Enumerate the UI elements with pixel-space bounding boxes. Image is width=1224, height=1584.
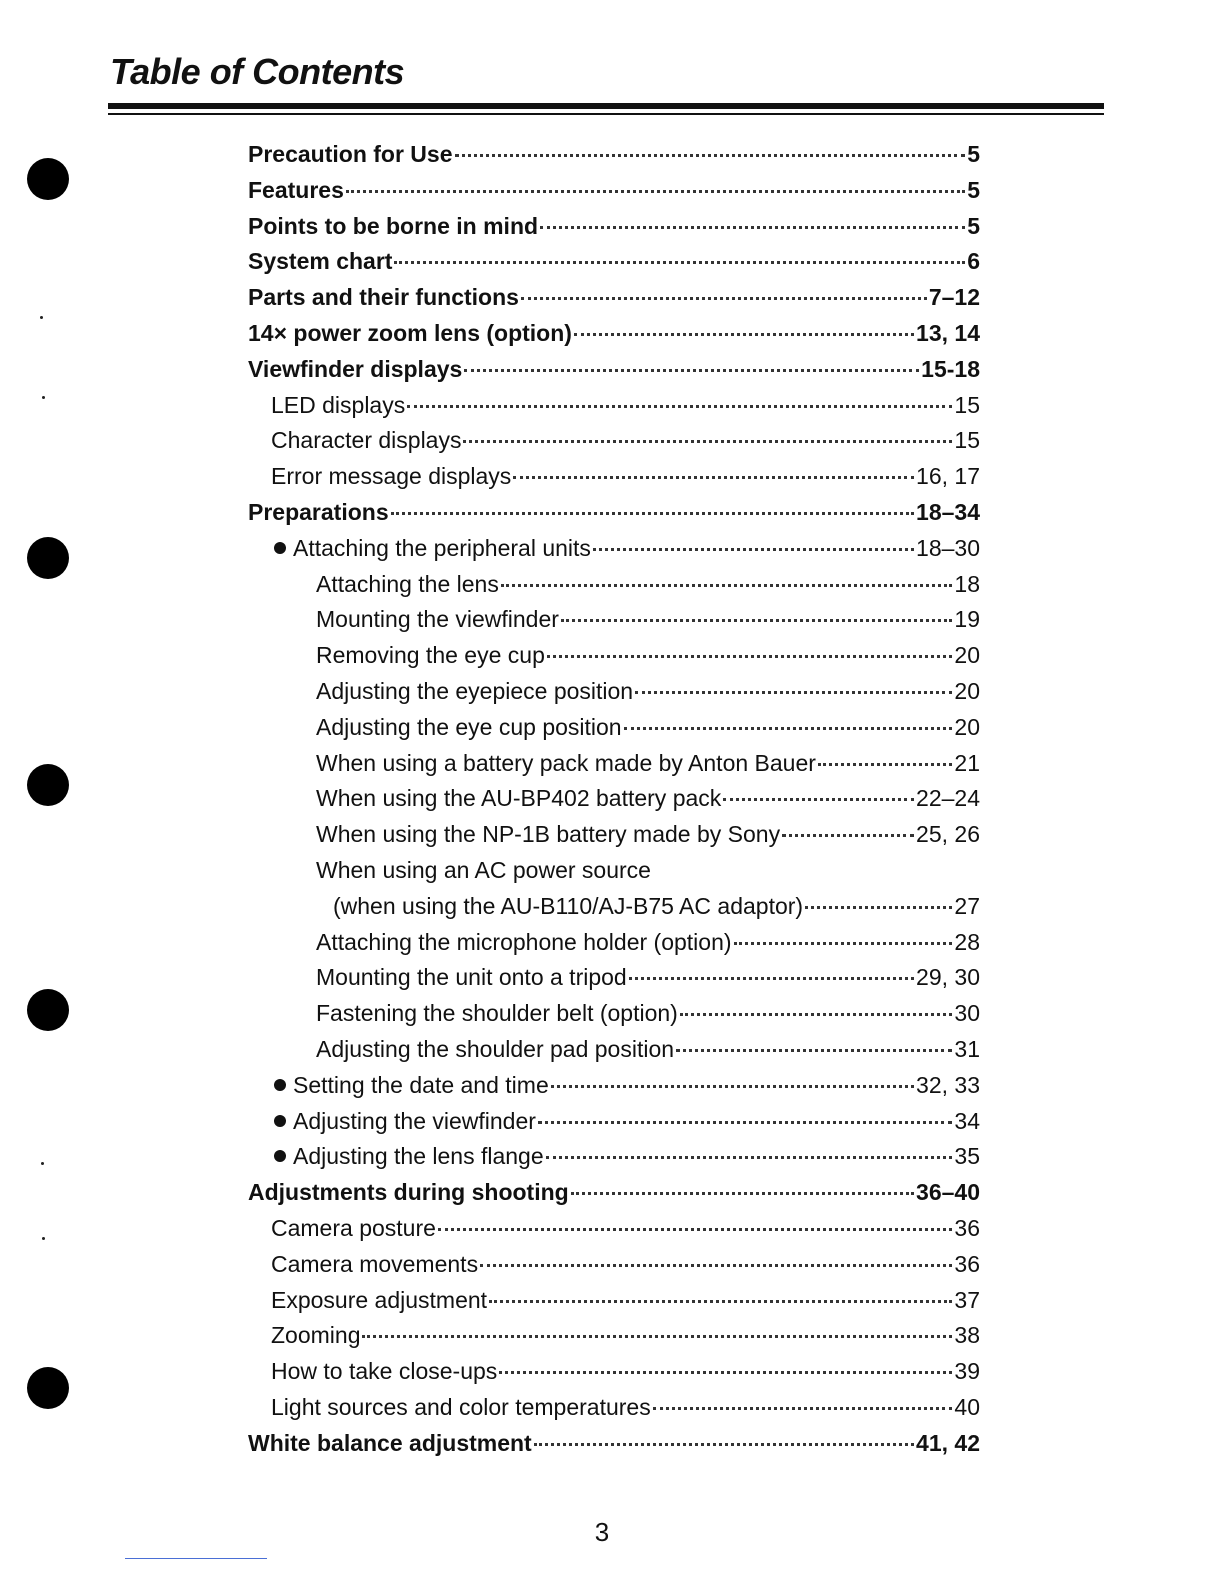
toc-entry-label: When using an AC power source [316,856,651,883]
bullet-icon [274,1115,286,1127]
dot-leader [635,691,952,694]
toc-entry-label: Adjusting the eyepiece position [316,677,634,704]
toc-entry [248,388,980,424]
toc-entry-page: 34 [954,1107,980,1134]
toc-entry [248,817,980,853]
toc-entry-page: 36 [954,1250,980,1277]
toc-entry-page: 37 [954,1286,980,1313]
toc-entry-page: 15-18 [921,355,980,382]
toc-entry [248,1104,980,1140]
scan-speck [42,396,45,399]
toc-entry-label: Setting the date and time [293,1071,549,1098]
toc-entry-label: How to take close-ups [271,1358,498,1385]
dot-leader [346,190,965,193]
dot-leader [734,942,953,945]
toc-entry-page: 18–30 [916,534,980,561]
toc-entry [248,1247,980,1283]
toc-entry-page: 6 [967,248,980,275]
dot-leader [438,1228,952,1231]
toc-entry-page: 40 [954,1393,980,1420]
punch-hole [27,764,69,806]
toc-entry [248,638,980,674]
toc-entry-page: 25, 26 [916,821,980,848]
toc-entry-page: 36 [954,1214,980,1241]
bullet-icon [274,1150,286,1162]
toc-entry [248,495,980,531]
toc-entry [248,567,980,603]
toc-entry-page: 13, 14 [916,319,980,346]
toc-entry-page: 20 [954,713,980,740]
toc-entry-page: 27 [954,892,980,919]
toc-entry-page: 32, 33 [916,1071,980,1098]
punch-hole [27,989,69,1031]
toc-entry-page: 22–24 [916,785,980,812]
dot-leader [540,226,965,229]
dot-leader [464,369,919,372]
toc-entry-label: Adjusting the lens flange [293,1143,544,1170]
toc-entry-label: Parts and their functions [248,284,519,311]
toc-entry [248,1175,980,1211]
toc-entry-label: (when using the AU-B110/AJ-B75 AC adaptor) [333,892,804,919]
dot-leader [455,154,966,157]
toc-entry-page: 5 [967,212,980,239]
toc-entry [248,209,980,245]
dot-leader [593,548,914,551]
toc-entry [248,925,980,961]
toc-entry-label: Mounting the unit onto a tripod [316,964,627,991]
toc-entry [248,1354,980,1390]
footer-line [125,1558,267,1559]
toc-entry-label: Zooming [271,1322,361,1349]
toc-entry [248,996,980,1032]
toc-entry-label: Adjustments during shooting [248,1179,569,1206]
dot-leader [547,655,953,658]
toc-entry-label: When using the NP-1B battery made by Sony [316,821,781,848]
dot-leader [499,1371,952,1374]
toc-entry-label: White balance adjustment [248,1429,532,1456]
dot-leader [723,798,914,801]
toc-entry [248,1139,980,1175]
dot-leader [391,512,914,515]
toc-entry-page: 35 [954,1143,980,1170]
toc-entry-label: Attaching the lens [316,570,499,597]
toc-entry-page: 29, 30 [916,964,980,991]
toc-entry [248,1211,980,1247]
toc-entry-page: 18 [954,570,980,597]
toc-entry-label: Attaching the peripheral units [293,534,591,561]
dot-leader [574,333,914,336]
toc-entry-label: LED displays [271,391,406,418]
toc-entry-label: Adjusting the eye cup position [316,713,622,740]
toc-entry [248,280,980,316]
toc-entry-label: Mounting the viewfinder [316,606,559,633]
dot-leader [394,261,965,264]
toc-entry-label: Fastening the shoulder belt (option) [316,1000,678,1027]
toc-entry-label: Camera posture [271,1214,436,1241]
dot-leader [818,763,952,766]
page-number: 3 [594,1517,610,1547]
toc-entry-label: Camera movements [271,1250,479,1277]
bullet-icon [274,1079,286,1091]
toc-entry [248,602,980,638]
dot-leader [489,1300,952,1303]
toc-entry [248,459,980,495]
dot-leader [463,440,952,443]
toc-entry-page: 18–34 [916,498,980,525]
toc-entry-page: 28 [954,928,980,955]
dot-leader [624,727,953,730]
dot-leader [407,405,952,408]
toc-entry-page: 20 [954,642,980,669]
toc-entry [248,1032,980,1068]
dot-leader [805,906,952,909]
toc-entry-page: 15 [954,427,980,454]
punch-hole [27,1367,69,1409]
bullet-icon [274,542,286,554]
scan-speck [42,1237,45,1240]
toc-entry-label: Adjusting the viewfinder [293,1107,536,1134]
dot-leader [546,1156,953,1159]
dot-leader [629,977,914,980]
dot-leader [521,297,927,300]
toc-entry [248,746,980,782]
dot-leader [782,834,914,837]
dot-leader [551,1085,914,1088]
dot-leader [501,584,953,587]
scan-speck [40,316,43,319]
toc-entry [248,1283,980,1319]
punch-hole [27,537,69,579]
toc-entry-page: 16, 17 [916,463,980,490]
dot-leader [538,1121,952,1124]
toc-entry-label: Viewfinder displays [248,355,463,382]
toc-entry-page: 15 [954,391,980,418]
scan-speck [41,1162,44,1165]
toc-entry-label: Error message displays [271,463,512,490]
dot-leader [561,619,952,622]
dot-leader [571,1192,914,1195]
toc-entry [248,781,980,817]
toc-entry [248,173,980,209]
toc-entry-label: Attaching the microphone holder (option) [316,928,732,955]
toc-entry-label: When using a battery pack made by Anton Bauer [316,749,816,776]
toc-entry-label: System chart [248,248,393,275]
header-rule-thick [108,103,1104,109]
punch-hole [27,158,69,200]
toc-entry-page: 7–12 [928,284,980,311]
toc-entry-page: 36–40 [916,1179,980,1206]
dot-leader [480,1264,952,1267]
dot-leader [513,476,914,479]
dot-leader [676,1049,952,1052]
header-rule-thin [108,113,1104,115]
toc-entry-label: Adjusting the shoulder pad position [316,1035,675,1062]
toc-entry-page: 20 [954,677,980,704]
toc-entry-page: 5 [967,176,980,203]
toc-entry [248,244,980,280]
toc-entry [248,889,980,925]
toc-entry-label: Precaution for Use [248,141,453,167]
toc-entry [248,853,980,889]
toc-entry-page: 21 [954,749,980,776]
toc-entry-page: 5 [967,141,980,167]
toc-entry-label: Preparations [248,498,389,525]
toc-entry-label: 14× power zoom lens (option) [248,319,572,346]
toc-entry [248,137,980,173]
dot-leader [680,1013,953,1016]
toc-entry [248,316,980,352]
toc-entry [248,674,980,710]
toc-entry-page: 41, 42 [916,1429,980,1456]
toc-entry-label: Points to be borne in mind [248,212,539,239]
toc-entry-label: When using the AU-BP402 battery pack [316,785,722,812]
toc-entry-page: 31 [954,1035,980,1062]
toc-entry-label: Removing the eye cup [316,642,545,669]
toc-entry-page: 39 [954,1358,980,1385]
toc-entry [248,1426,980,1462]
toc-entry [248,352,980,388]
toc-entry-label: Light sources and color temperatures [271,1393,651,1420]
toc-entry-label: Character displays [271,427,462,454]
toc-entry [248,960,980,996]
dot-leader [362,1335,952,1338]
toc-entry-page: 30 [954,1000,980,1027]
dot-leader [534,1443,914,1446]
page-title: Table of Contents [110,51,405,92]
toc-entry-label: Exposure adjustment [271,1286,488,1313]
table-of-contents [248,137,980,1461]
toc-entry [248,1068,980,1104]
toc-entry [248,710,980,746]
toc-entry-label: Features [248,176,344,203]
toc-entry [248,1318,980,1354]
toc-entry-page: 38 [954,1322,980,1349]
dot-leader [653,1407,953,1410]
toc-entry [248,423,980,459]
toc-entry [248,531,980,567]
toc-entry-page: 19 [954,606,980,633]
toc-entry [248,1390,980,1426]
